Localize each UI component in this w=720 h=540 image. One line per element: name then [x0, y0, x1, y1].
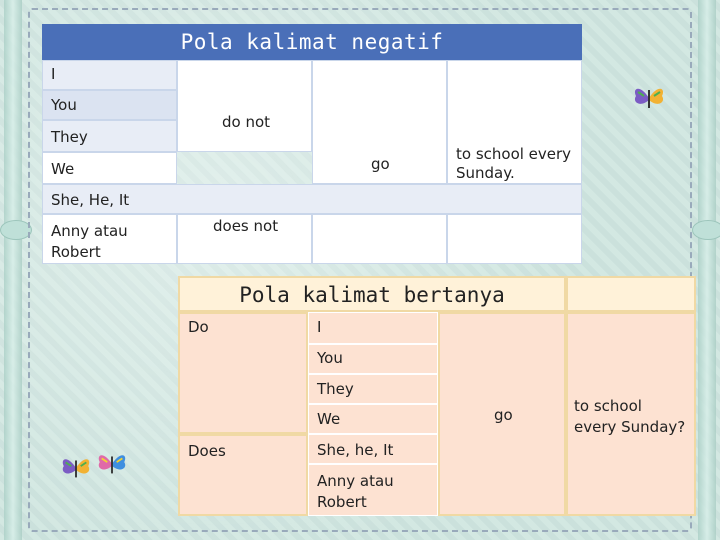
- negative-subject-cell: Anny atau Robert: [42, 214, 177, 264]
- negative-subject-cell: She, He, It: [42, 184, 582, 214]
- question-verb-cell: go: [438, 312, 566, 516]
- negative-subject-cell: You: [42, 90, 177, 120]
- negative-empty-cell: [447, 214, 582, 264]
- question-table-title: Pola kalimat bertanya: [178, 276, 566, 312]
- negative-aux-plural-cell: do not: [177, 60, 312, 152]
- left-ribbon-decoration: [4, 0, 22, 540]
- question-object-cell: to school every Sunday?: [566, 312, 696, 516]
- question-subject-cell: They: [308, 374, 438, 404]
- butterfly-icon: [632, 82, 666, 114]
- butterfly-icon: [96, 448, 128, 480]
- butterfly-icon: [60, 452, 92, 484]
- negative-subject-cell: I: [42, 60, 177, 90]
- question-subject-cell: We: [308, 404, 438, 434]
- negative-table-title: Pola kalimat negatif: [42, 24, 582, 60]
- question-title-empty-cell: [566, 276, 696, 312]
- question-aux-singular-cell: Does: [178, 434, 308, 516]
- negative-aux-singular-cell: does not: [177, 214, 312, 264]
- negative-subject-cell: We: [42, 152, 177, 184]
- question-subject-cell: I: [308, 312, 438, 344]
- question-subject-cell: You: [308, 344, 438, 374]
- negative-empty-cell: [312, 214, 447, 264]
- question-subject-cell: She, he, It: [308, 434, 438, 464]
- question-subject-cell: Anny atau Robert: [308, 464, 438, 516]
- ribbon-bow-icon: [692, 220, 720, 240]
- question-aux-plural-cell: Do: [178, 312, 308, 434]
- right-ribbon-decoration: [698, 0, 716, 540]
- negative-subject-cell: They: [42, 120, 177, 152]
- negative-verb-cell: go: [312, 60, 447, 184]
- negative-object-cell: to school every Sunday.: [447, 60, 582, 184]
